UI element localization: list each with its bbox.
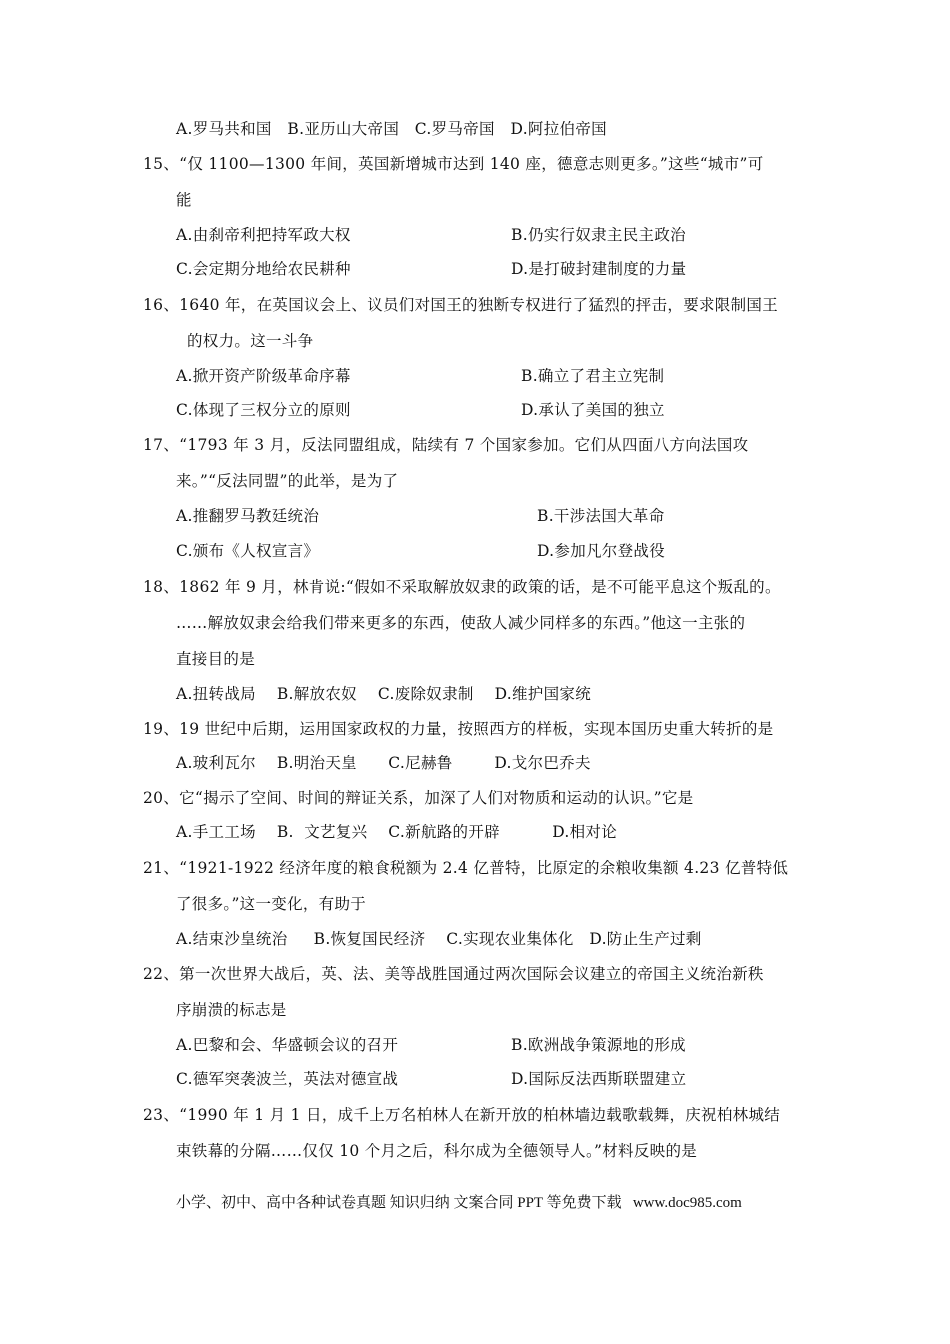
q17-option-d: D.参加凡尔登战役 bbox=[537, 542, 666, 560]
q18-stem-cont: ……解放奴隶会给我们带来更多的东西，使敌人减少同样多的东西。”他这一主张的 bbox=[176, 614, 746, 632]
q16-stem-cont: 的权力。这一斗争 bbox=[187, 332, 314, 350]
q23-stem: 23、“1990 年 1 月 1 日，成千上万名柏林人在新开放的柏林墙边载歌载舞，庆祝柏林城结 bbox=[143, 1106, 781, 1124]
q17-option-a: A.推翻罗马教廷统治 bbox=[176, 507, 320, 525]
q16-stem: 16、1640 年，在英国议会上、议员们对国王的独断专权进行了猛烈的抨击，要求限制国王 bbox=[143, 296, 778, 314]
q15-stem: 15、“仅 1100—1300 年间，英国新增城市达到 140 座，德意志则更多。”这些“城市”可 bbox=[143, 155, 764, 173]
q16-option-d: D.承认了美国的独立 bbox=[521, 401, 665, 419]
q17-stem: 17、“1793 年 3 月，反法同盟组成，陆续有 7 个国家参加。它们从四面八方向法国攻 bbox=[143, 436, 749, 454]
q21-stem-cont: 了很多。”这一变化，有助于 bbox=[176, 895, 367, 913]
page-footer: 小学、初中、高中各种试卷真题 知识归纳 文案合同 PPT 等免费下载 www.doc985.com bbox=[176, 1195, 742, 1211]
q17-stem-cont: 来。”“反法同盟”的此举，是为了 bbox=[176, 472, 399, 490]
q22-option-d: D.国际反法西斯联盟建立 bbox=[511, 1070, 687, 1088]
q17-option-b: B.干涉法国大革命 bbox=[537, 507, 665, 525]
q19-options: A.玻利瓦尔 B.明治天皇 C.尼赫鲁 D.戈尔巴乔夫 bbox=[176, 754, 591, 772]
q18-options: A.扭转战局 B.解放农奴 C.废除奴隶制 D.维护国家统 bbox=[176, 685, 591, 703]
q22-stem: 22、第一次世界大战后，英、法、美等战胜国通过两次国际会议建立的帝国主义统治新秩 bbox=[143, 965, 764, 983]
q15-option-a: A.由刹帝利把持军政大权 bbox=[176, 226, 351, 244]
q20-stem: 20、它“揭示了空间、时间的辩证关系，加深了人们对物质和运动的认识。”它是 bbox=[143, 789, 694, 807]
q18-stem: 18、1862 年 9 月，林肯说:“假如不采取解放奴隶的政策的话，是不可能平息这个叛乱的。 bbox=[143, 578, 781, 596]
q16-option-a: A.掀开资产阶级革命序幕 bbox=[176, 367, 351, 385]
q15-stem-cont: 能 bbox=[176, 191, 192, 209]
q22-option-a: A.巴黎和会、华盛顿会议的召开 bbox=[176, 1036, 399, 1054]
q19-stem: 19、19 世纪中后期，运用国家政权的力量，按照西方的样板，实现本国历史重大转折的是 bbox=[143, 720, 774, 738]
q15-option-d: D.是打破封建制度的力量 bbox=[511, 260, 687, 278]
q18-stem-cont-2: 直接目的是 bbox=[176, 650, 256, 668]
q22-stem-cont: 序崩溃的标志是 bbox=[176, 1001, 287, 1019]
q17-option-c: C.颁布《人权宣言》 bbox=[176, 542, 320, 560]
q14-options: A.罗马共和国 B.亚历山大帝国 C.罗马帝国 D.阿拉伯帝国 bbox=[176, 120, 607, 138]
q15-option-b: B.仍实行奴隶主民主政治 bbox=[511, 226, 686, 244]
q22-option-c: C.德军突袭波兰，英法对德宣战 bbox=[176, 1070, 399, 1088]
q21-stem: 21、“1921-1922 经济年度的粮食税额为 2.4 亿普特，比原定的余粮收集额 4.23 亿普特低 bbox=[143, 859, 789, 877]
q22-option-b: B.欧洲战争策源地的形成 bbox=[511, 1036, 686, 1054]
q20-options: A.手工工场 B. 文艺复兴 C.新航路的开辟 D.相对论 bbox=[176, 823, 618, 841]
q15-option-c: C.会定期分地给农民耕种 bbox=[176, 260, 351, 278]
q23-stem-cont: 束铁幕的分隔……仅仅 10 个月之后，科尔成为全德领导人。”材料反映的是 bbox=[176, 1142, 698, 1160]
q16-option-b: B.确立了君主立宪制 bbox=[521, 367, 665, 385]
q21-options: A.结束沙皇统治 B.恢复国民经济 C.实现农业集体化 D.防止生产过剩 bbox=[176, 930, 702, 948]
q16-option-c: C.体现了三权分立的原则 bbox=[176, 401, 351, 419]
